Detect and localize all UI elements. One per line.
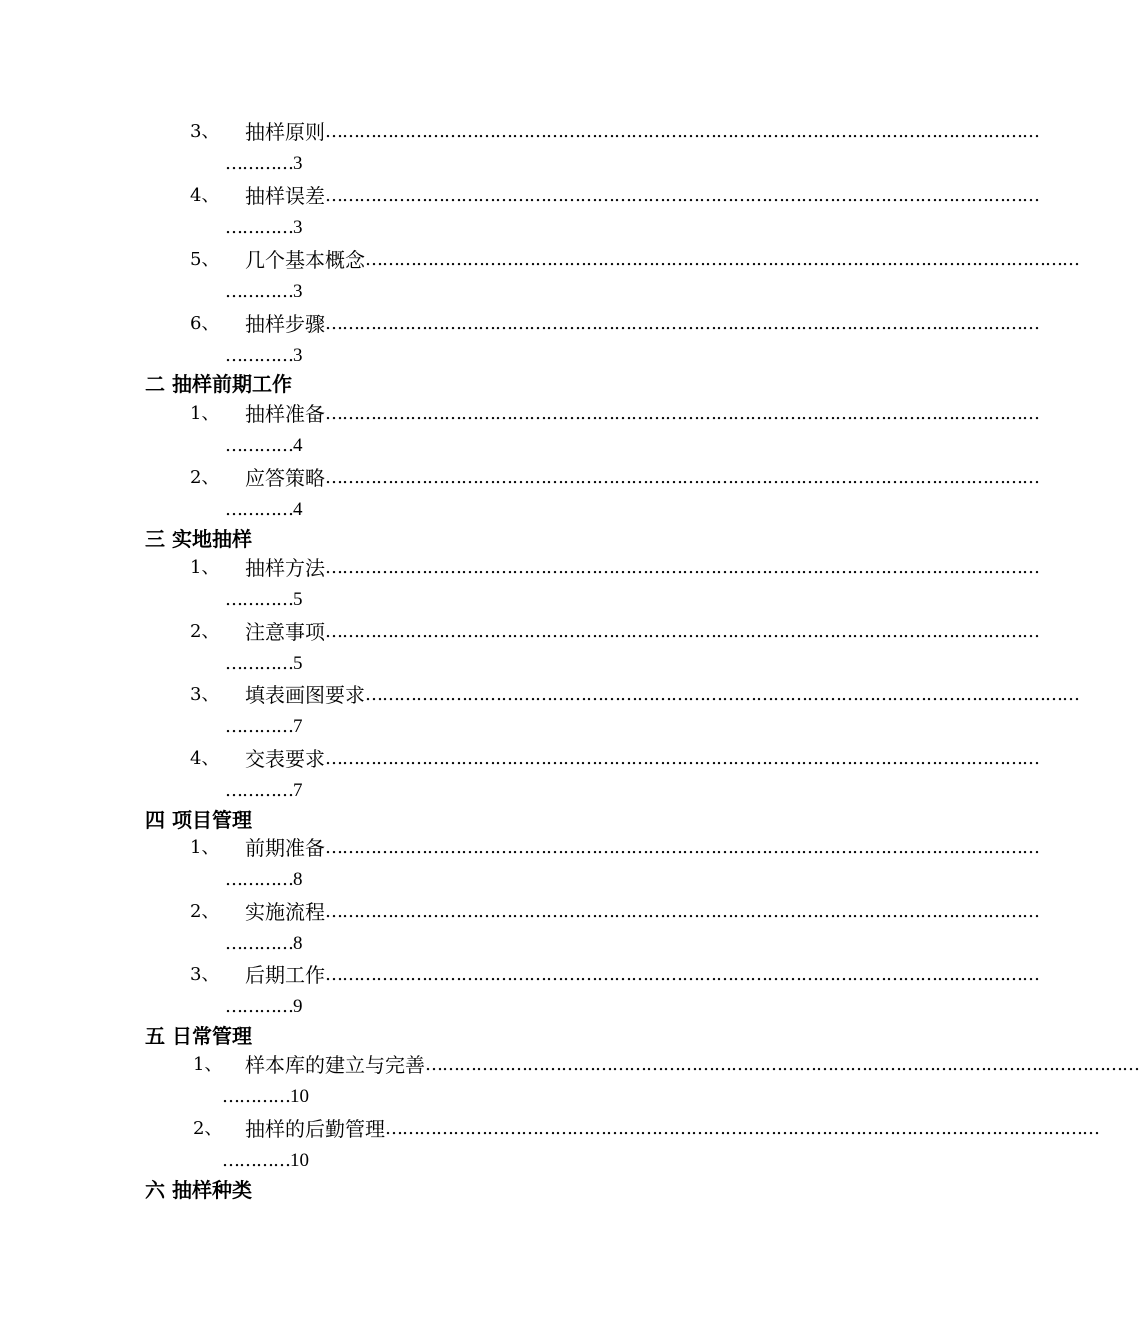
continuation-dots: ………… — [225, 435, 293, 456]
continuation-dots: ………… — [225, 499, 293, 520]
entry-title: 填表画图要求 — [245, 683, 365, 707]
leader-dots: ……………………………………………………………………………………………………………… — [325, 748, 1039, 769]
leader-dots: ……………………………………………………………………………………………………………… — [325, 403, 1039, 424]
section-heading: 三 实地抽样 — [145, 527, 252, 551]
entry-title: 实施流程 — [245, 900, 325, 924]
toc-entry[interactable] — [0, 120, 1039, 176]
page-number: 4 — [293, 499, 303, 520]
continuation-dots: ………… — [225, 653, 293, 674]
section-heading: 二 抽样前期工作 — [145, 372, 292, 396]
section-heading: 五 日常管理 — [145, 1024, 252, 1048]
leader-dots: ……………………………………………………………………………………………………………… — [325, 621, 1039, 642]
entry-number: 2、 — [190, 467, 220, 488]
continuation-dots: ………… — [225, 869, 293, 890]
toc-entry[interactable] — [0, 836, 1039, 892]
toc-entry[interactable] — [0, 312, 1039, 368]
leader-dots: ……………………………………………………………………………………………………………… — [325, 467, 1039, 488]
entry-title: 抽样步骤 — [245, 312, 325, 336]
entry-number: 2、 — [190, 901, 220, 922]
leader-dots: ……………………………………………………………………………………………………………… — [425, 1054, 1139, 1075]
entry-number: 3、 — [190, 684, 220, 705]
entry-title: 交表要求 — [245, 747, 325, 771]
entry-title: 抽样方法 — [245, 556, 325, 580]
entry-continuation — [225, 434, 303, 458]
entry-number: 2、 — [193, 1118, 223, 1139]
entry-number: 1、 — [190, 837, 220, 858]
toc-entry[interactable] — [0, 402, 1039, 458]
entry-title: 应答策略 — [245, 466, 325, 490]
page-number: 5 — [293, 653, 303, 674]
leader-dots: ……………………………………………………………………………………………………………… — [325, 837, 1039, 858]
entry-number: 4、 — [190, 748, 220, 769]
toc-entry[interactable] — [0, 1117, 1099, 1173]
entry-number: 1、 — [193, 1054, 223, 1075]
toc-entry[interactable] — [0, 963, 1039, 1019]
entry-continuation — [225, 715, 303, 739]
leader-dots: ……………………………………………………………………………………………………………… — [325, 121, 1039, 142]
entry-continuation — [225, 344, 303, 368]
continuation-dots: ………… — [225, 153, 293, 174]
continuation-dots: ………… — [225, 996, 293, 1017]
continuation-dots: ………… — [225, 217, 293, 238]
leader-dots: ……………………………………………………………………………………………………………… — [325, 901, 1039, 922]
page-number: 9 — [293, 996, 303, 1017]
entry-continuation — [225, 498, 303, 522]
entry-continuation — [225, 152, 303, 176]
page-number: 7 — [293, 716, 303, 737]
leader-dots: ……………………………………………………………………………………………………………… — [325, 964, 1039, 985]
entry-continuation — [225, 868, 303, 892]
entry-continuation — [225, 216, 303, 240]
entry-number: 1、 — [190, 403, 220, 424]
continuation-dots: ………… — [225, 933, 293, 954]
entry-continuation — [225, 280, 303, 304]
page-number: 4 — [293, 435, 303, 456]
entry-number: 1、 — [190, 557, 220, 578]
entry-title: 抽样准备 — [245, 402, 325, 426]
continuation-dots: ………… — [225, 345, 293, 366]
leader-dots: ……………………………………………………………………………………………………………… — [325, 313, 1039, 334]
page-number: 3 — [293, 345, 303, 366]
entry-title: 前期准备 — [245, 836, 325, 860]
page-number: 10 — [290, 1150, 309, 1171]
entry-number: 5、 — [190, 249, 220, 270]
leader-dots: ……………………………………………………………………………………………………………… — [385, 1118, 1099, 1139]
entry-number: 6、 — [190, 313, 220, 334]
entry-number: 3、 — [190, 121, 220, 142]
page-number: 10 — [290, 1086, 309, 1107]
page-number: 3 — [293, 153, 303, 174]
leader-dots: ……………………………………………………………………………………………………………… — [325, 185, 1039, 206]
entry-title: 抽样误差 — [245, 184, 325, 208]
leader-dots: ……………………………………………………………………………………………………………… — [365, 684, 1079, 705]
section-heading: 四 项目管理 — [145, 808, 252, 832]
entry-continuation — [225, 995, 303, 1019]
entry-continuation — [222, 1085, 309, 1109]
entry-number: 4、 — [190, 185, 220, 206]
page-number: 3 — [293, 281, 303, 302]
toc-entry[interactable] — [0, 248, 1079, 304]
toc-entry[interactable] — [0, 620, 1039, 676]
toc-entry[interactable] — [0, 556, 1039, 612]
entry-title: 抽样原则 — [245, 120, 325, 144]
entry-title: 样本库的建立与完善 — [245, 1053, 425, 1077]
entry-continuation — [225, 588, 303, 612]
entry-number: 3、 — [190, 964, 220, 985]
entry-title: 几个基本概念 — [245, 248, 365, 272]
page-number: 8 — [293, 869, 303, 890]
continuation-dots: ………… — [225, 589, 293, 610]
continuation-dots: ………… — [222, 1086, 290, 1107]
continuation-dots: ………… — [225, 716, 293, 737]
page-number: 7 — [293, 780, 303, 801]
entry-title: 后期工作 — [245, 963, 325, 987]
toc-entry[interactable] — [0, 466, 1039, 522]
continuation-dots: ………… — [222, 1150, 290, 1171]
leader-dots: ……………………………………………………………………………………………………………… — [325, 557, 1039, 578]
entry-title: 抽样的后勤管理 — [245, 1117, 385, 1141]
continuation-dots: ………… — [225, 281, 293, 302]
entry-number: 2、 — [190, 621, 220, 642]
toc-entry[interactable] — [0, 900, 1039, 956]
entry-title: 注意事项 — [245, 620, 325, 644]
entry-continuation — [225, 932, 303, 956]
page-number: 8 — [293, 933, 303, 954]
page-number: 3 — [293, 217, 303, 238]
page-number: 5 — [293, 589, 303, 610]
leader-dots: ……………………………………………………………………………………………………………… — [365, 249, 1079, 270]
section-heading: 六 抽样种类 — [145, 1178, 252, 1202]
toc-entry[interactable] — [0, 184, 1039, 240]
entry-continuation — [222, 1149, 309, 1173]
toc-entry[interactable] — [0, 747, 1039, 803]
toc-entry[interactable] — [0, 683, 1079, 739]
toc-entry[interactable] — [0, 1053, 1139, 1109]
entry-continuation — [225, 779, 303, 803]
entry-continuation — [225, 652, 303, 676]
continuation-dots: ………… — [225, 780, 293, 801]
